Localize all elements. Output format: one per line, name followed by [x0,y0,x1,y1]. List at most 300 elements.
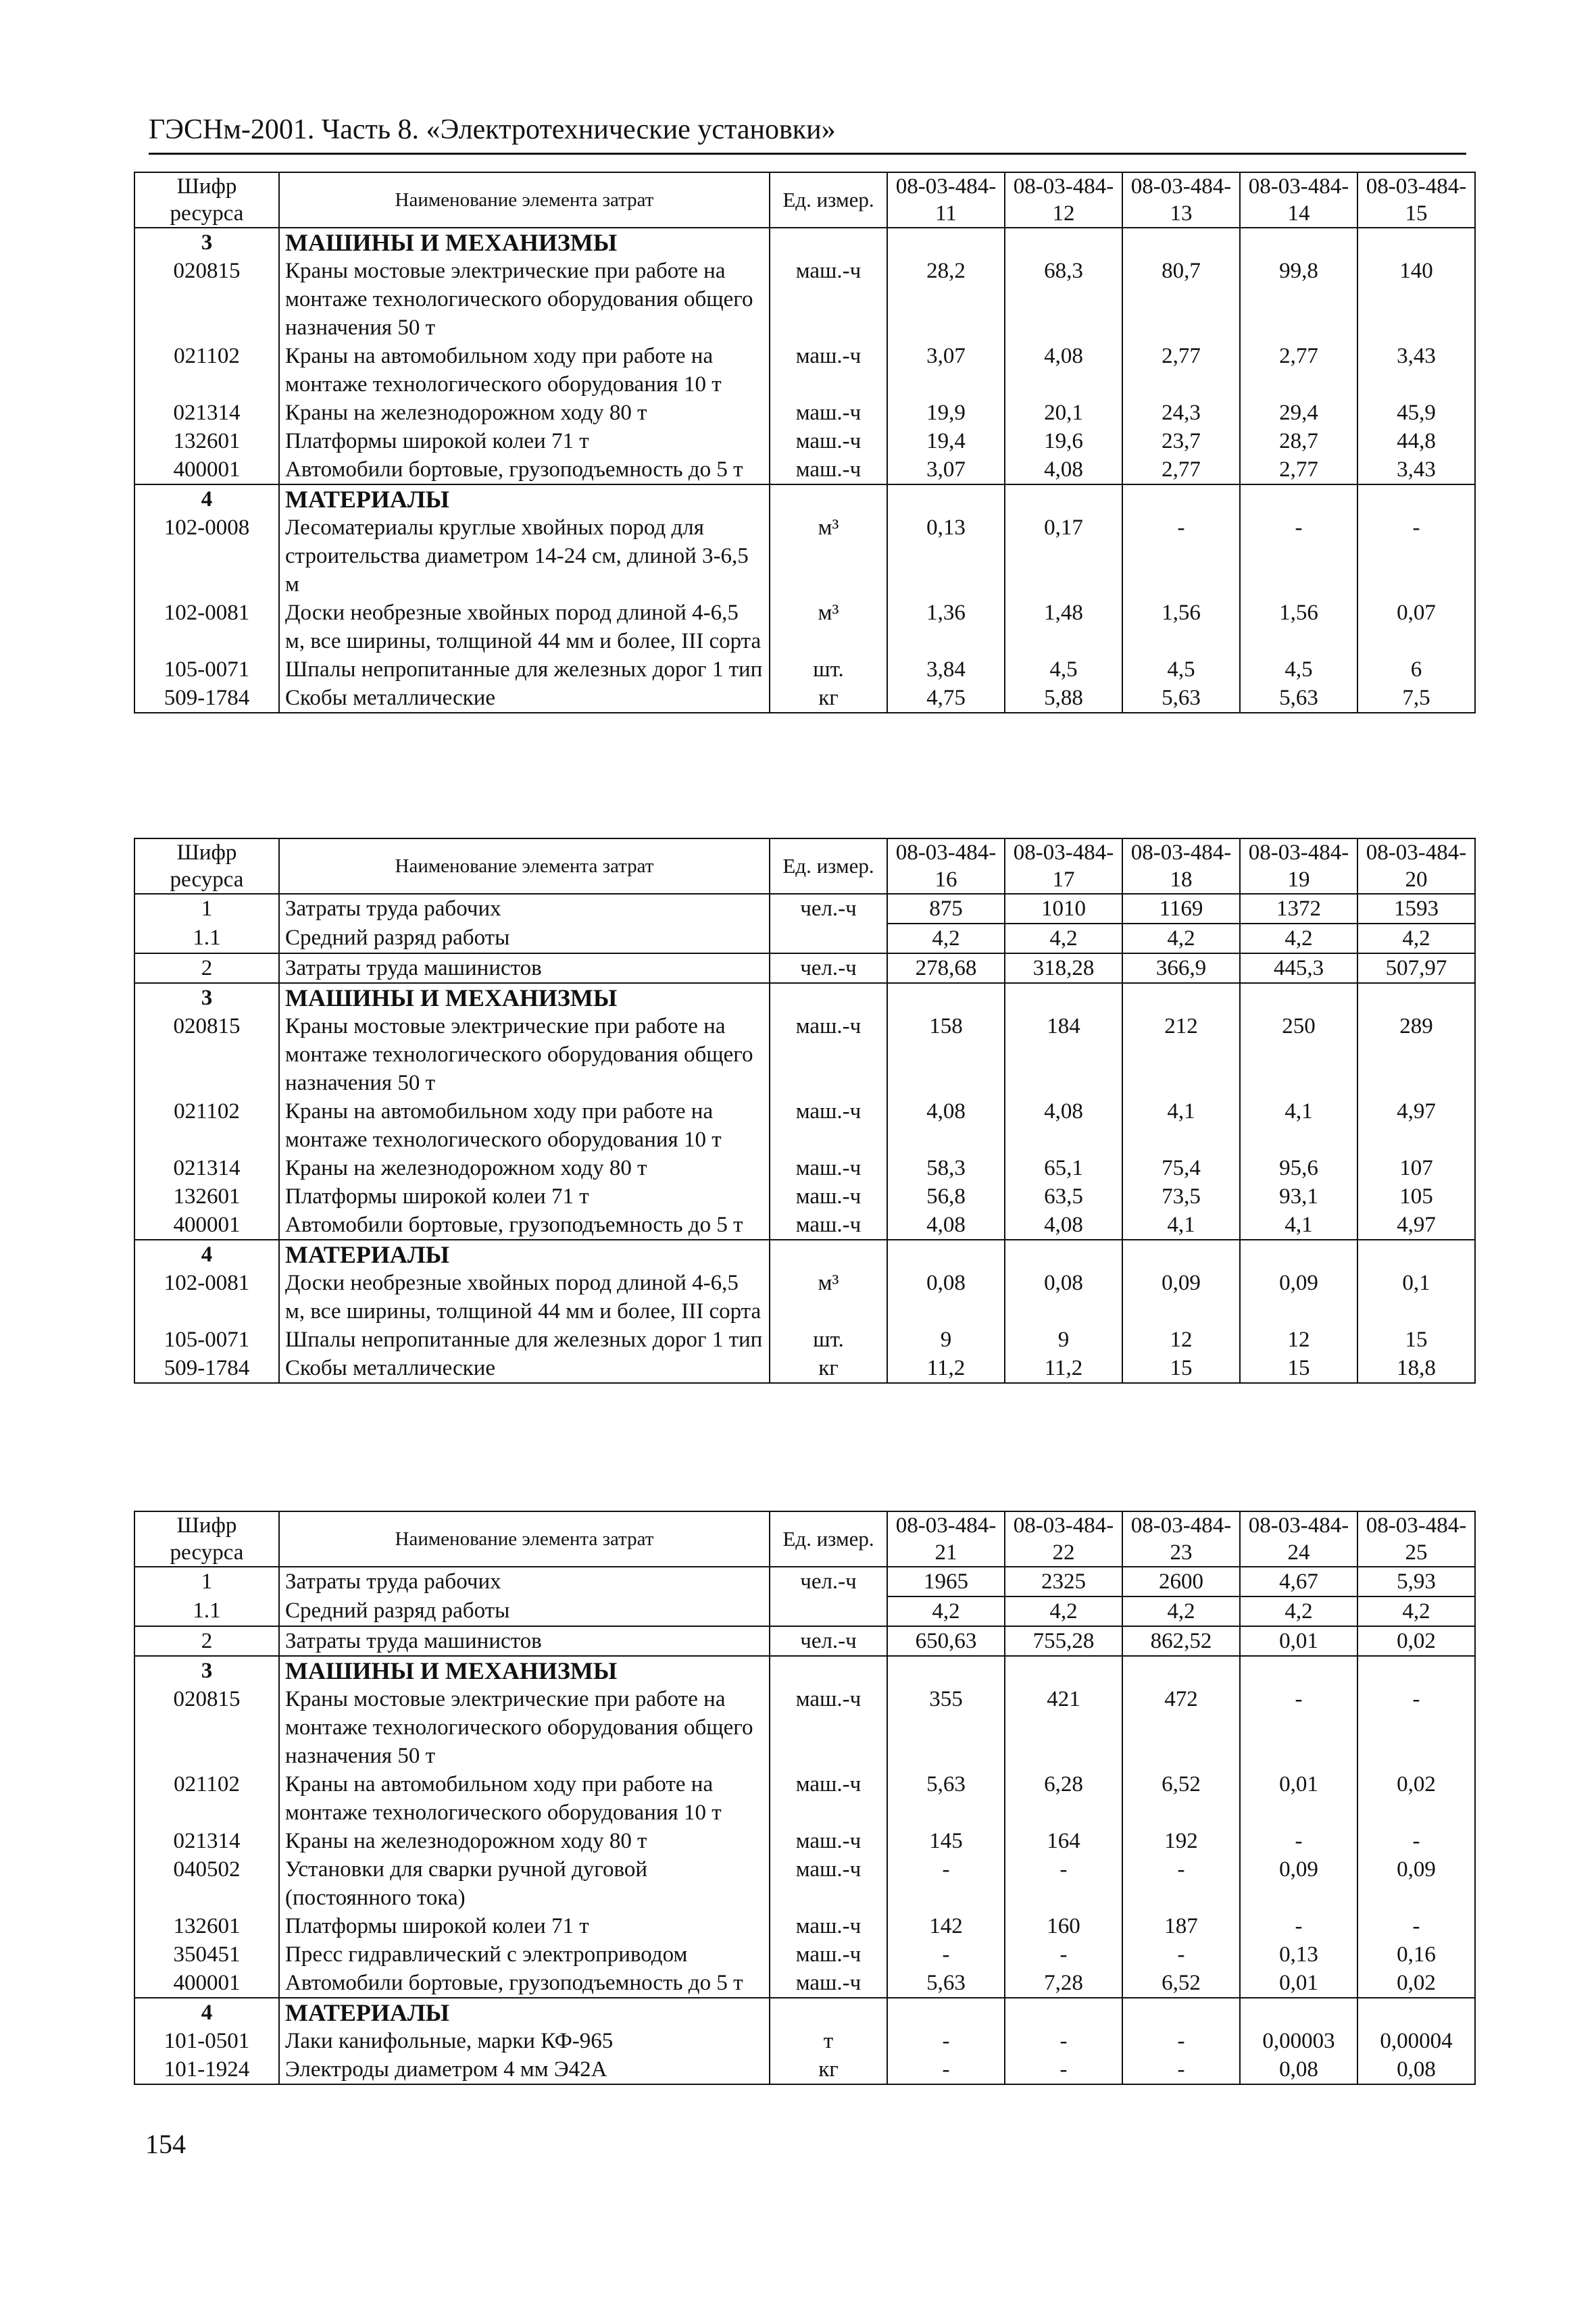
value-cell: 23,7 [1122,427,1240,455]
value-cell: 2,77 [1122,342,1240,399]
value-cell: 0,08 [1357,2055,1475,2084]
value-cell: 0,13 [887,513,1005,599]
column-header-name: Наименование элемента затрат [279,172,770,228]
value-cell [1122,1998,1240,2027]
value-cell: 164 [1005,1827,1122,1855]
resource-code: 105-0071 [134,655,279,684]
table-row [134,1211,1475,1240]
value-cell: 212 [1122,1012,1240,1097]
section-title: МАШИНЫ И МЕХАНИЗМЫ [279,1656,770,1685]
value-cell: 4,2 [887,1596,1005,1626]
header-row [134,1511,1475,1567]
value-cell: 318,28 [1005,953,1122,983]
value-cell [1240,484,1357,513]
value-cell: 3,84 [887,655,1005,684]
resource-code: 021314 [134,1154,279,1182]
table-row [134,1969,1475,1998]
page-number: 154 [145,2129,186,2159]
unit-cell: маш.-ч [770,257,887,342]
value-cell: 187 [1122,1912,1240,1940]
column-header-norm: 08-03-484-16 [887,838,1005,894]
column-header-name: Наименование элемента затрат [279,1511,770,1567]
value-cell: - [1240,513,1357,599]
resource-code: 101-1924 [134,2055,279,2084]
header-row [134,838,1475,894]
table-row [134,1326,1475,1354]
resource-code: 4 [134,484,279,513]
value-cell: 1,48 [1005,599,1122,655]
resource-code: 400001 [134,455,279,484]
value-cell: 5,63 [1122,684,1240,713]
value-cell [1005,484,1122,513]
norm-table-3 [134,1511,1476,2085]
unit-cell: чел.-ч [770,1626,887,1656]
value-cell: 4,08 [1005,342,1122,399]
resource-code: 021314 [134,399,279,427]
column-header-unit: Ед. измер. [770,1511,887,1567]
value-cell: - [887,2027,1005,2055]
resource-name: Автомобили бортовые, грузоподъемность до 5 т [279,1969,770,1998]
value-cell: 1372 [1240,894,1357,924]
value-cell: 0,08 [887,1269,1005,1326]
resource-name: Краны на автомобильном ходу при работе на монтаже технологического оборудования 10 т [279,342,770,399]
value-cell: 4,5 [1240,655,1357,684]
resource-name: Затраты труда рабочих [279,894,770,924]
value-cell: 63,5 [1005,1182,1122,1211]
resource-code: 350451 [134,1940,279,1969]
value-cell: - [1005,1940,1122,1969]
value-cell: - [1357,1827,1475,1855]
column-header-norm: 08-03-484-25 [1357,1511,1475,1567]
norm-table-2 [134,838,1476,1384]
resource-name: Краны мостовые электрические при работе на монтаже технологического оборудования общего назначения 50 т [279,257,770,342]
section-row [134,1998,1475,2027]
value-cell: 4,2 [1357,1596,1475,1626]
value-cell: 3,43 [1357,342,1475,399]
section-row [134,1240,1475,1269]
unit-cell: кг [770,684,887,713]
unit-cell [770,983,887,1012]
unit-cell [770,1998,887,2027]
value-cell: 28,7 [1240,427,1357,455]
table-row [134,1182,1475,1211]
value-cell [1005,1240,1122,1269]
value-cell: 0,01 [1240,1969,1357,1998]
column-header-norm: 08-03-484-18 [1122,838,1240,894]
value-cell: 0,09 [1240,1855,1357,1912]
table-body [134,894,1475,1383]
column-header-norm: 08-03-484-14 [1240,172,1357,228]
unit-cell: маш.-ч [770,455,887,484]
column-header-norm: 08-03-484-21 [887,1511,1005,1567]
value-cell [1005,1656,1122,1685]
value-cell [1357,983,1475,1012]
table-header [134,172,1475,228]
resource-name: Платформы широкой колеи 71 т [279,427,770,455]
value-cell: - [1240,1685,1357,1770]
value-cell: 755,28 [1005,1626,1122,1656]
value-cell: 3,43 [1357,455,1475,484]
value-cell: 12 [1240,1326,1357,1354]
table-row [134,1940,1475,1969]
value-cell: 29,4 [1240,399,1357,427]
unit-cell [770,1656,887,1685]
value-cell: 6,52 [1122,1770,1240,1827]
unit-cell: маш.-ч [770,399,887,427]
value-cell: 28,2 [887,257,1005,342]
value-cell: 4,5 [1122,655,1240,684]
resource-code: 132601 [134,1182,279,1211]
value-cell: - [1005,1855,1122,1912]
value-cell: 105 [1357,1182,1475,1211]
unit-cell: чел.-ч [770,1567,887,1596]
column-header-norm: 08-03-484-11 [887,172,1005,228]
page-header: ГЭСНм-2001. Часть 8. «Электротехнические установки» [149,114,1466,155]
column-header-norm: 08-03-484-22 [1005,1511,1122,1567]
value-cell: 4,2 [1240,1596,1357,1626]
value-cell [1122,484,1240,513]
resource-name: Автомобили бортовые, грузоподъемность до 5 т [279,455,770,484]
table-body [134,1567,1475,2084]
value-cell: 0,17 [1005,513,1122,599]
resource-name: Краны на железнодорожном ходу 80 т [279,1827,770,1855]
resource-code: 3 [134,228,279,257]
table-row [134,257,1475,342]
value-cell: 9 [887,1326,1005,1354]
resource-name: Затраты труда машинистов [279,953,770,983]
value-cell: - [1005,2027,1122,2055]
value-cell: 1593 [1357,894,1475,924]
resource-name: Средний разряд работы [279,1596,770,1626]
unit-cell: маш.-ч [770,1969,887,1998]
value-cell [887,1240,1005,1269]
value-cell: 875 [887,894,1005,924]
value-cell [1240,228,1357,257]
value-cell: 12 [1122,1326,1240,1354]
column-header-code: Шифр ресурса [134,838,279,894]
table-header [134,1511,1475,1567]
resource-code: 102-0008 [134,513,279,599]
value-cell: 7,5 [1357,684,1475,713]
value-cell [1005,983,1122,1012]
resource-code: 021102 [134,342,279,399]
value-cell: 5,93 [1357,1567,1475,1596]
unit-cell: маш.-ч [770,1855,887,1912]
table-row [134,1354,1475,1383]
section-row [134,228,1475,257]
value-cell: 2,77 [1122,455,1240,484]
value-cell [1122,1656,1240,1685]
value-cell: 9 [1005,1326,1122,1354]
unit-cell: чел.-ч [770,894,887,924]
column-header-norm: 08-03-484-15 [1357,172,1475,228]
value-cell: - [1122,2055,1240,2084]
resource-code: 102-0081 [134,599,279,655]
value-cell: 0,09 [1357,1855,1475,1912]
resource-name: Затраты труда рабочих [279,1567,770,1596]
resource-name: Краны на автомобильном ходу при работе на монтаже технологического оборудования 10 т [279,1770,770,1827]
resource-name: Краны на железнодорожном ходу 80 т [279,1154,770,1182]
value-cell: 15 [1240,1354,1357,1383]
value-cell [887,1656,1005,1685]
table-row [134,513,1475,599]
resource-name: Электроды диаметром 4 мм Э42А [279,2055,770,2084]
value-cell: 5,63 [1240,684,1357,713]
value-cell: 1,56 [1122,599,1240,655]
value-cell: 4,5 [1005,655,1122,684]
value-cell: - [1357,1912,1475,1940]
value-cell: - [1240,1827,1357,1855]
column-header-unit: Ед. измер. [770,172,887,228]
unit-cell [770,484,887,513]
value-cell: 4,1 [1122,1097,1240,1154]
table-header [134,838,1475,894]
resource-code: 3 [134,983,279,1012]
value-cell: - [1240,1912,1357,1940]
unit-cell [770,1240,887,1269]
value-cell: 4,2 [1005,924,1122,953]
value-cell: 140 [1357,257,1475,342]
resource-name: Краны мостовые электрические при работе на монтаже технологического оборудования общего назначения 50 т [279,1012,770,1097]
value-cell: 4,75 [887,684,1005,713]
value-cell: - [1122,2027,1240,2055]
value-cell: 2,77 [1240,342,1357,399]
value-cell: - [1122,1940,1240,1969]
value-cell: 0,08 [1240,2055,1357,2084]
value-cell: 4,08 [1005,1211,1122,1240]
resource-code: 021102 [134,1770,279,1827]
value-cell: 93,1 [1240,1182,1357,1211]
value-cell: 158 [887,1012,1005,1097]
table-row [134,1154,1475,1182]
value-cell: 11,2 [887,1354,1005,1383]
value-cell: 0,02 [1357,1626,1475,1656]
value-cell: 19,9 [887,399,1005,427]
table-body [134,228,1475,713]
value-cell: 472 [1122,1685,1240,1770]
unit-cell: маш.-ч [770,1940,887,1969]
value-cell [1122,228,1240,257]
value-cell: 4,2 [1005,1596,1122,1626]
value-cell [1357,228,1475,257]
column-header-norm: 08-03-484-13 [1122,172,1240,228]
table-row [134,924,1475,953]
resource-code: 020815 [134,1685,279,1770]
resource-code: 105-0071 [134,1326,279,1354]
resource-name: Пресс гидравлический с электроприводом [279,1940,770,1969]
value-cell: 0,00003 [1240,2027,1357,2055]
value-cell: 4,2 [1357,924,1475,953]
resource-name: Установки для сварки ручной дуговой (постоянного тока) [279,1855,770,1912]
value-cell: 18,8 [1357,1354,1475,1383]
value-cell: 5,88 [1005,684,1122,713]
resource-code: 132601 [134,427,279,455]
unit-cell: м³ [770,599,887,655]
value-cell: 4,1 [1122,1211,1240,1240]
value-cell: 0,09 [1122,1269,1240,1326]
value-cell: 56,8 [887,1182,1005,1211]
column-header-norm: 08-03-484-17 [1005,838,1122,894]
value-cell: 0,01 [1240,1626,1357,1656]
column-header-name: Наименование элемента затрат [279,838,770,894]
value-cell: 5,63 [887,1969,1005,1998]
value-cell: - [887,2055,1005,2084]
value-cell: 0,02 [1357,1770,1475,1827]
value-cell: 0,07 [1357,599,1475,655]
unit-cell: кг [770,2055,887,2084]
unit-cell: маш.-ч [770,1912,887,1940]
resource-code: 4 [134,1998,279,2027]
value-cell: 1169 [1122,894,1240,924]
value-cell: 58,3 [887,1154,1005,1182]
value-cell: 4,2 [1122,924,1240,953]
resource-name: Скобы металлические [279,1354,770,1383]
section-title: МАШИНЫ И МЕХАНИЗМЫ [279,983,770,1012]
value-cell: 0,16 [1357,1940,1475,1969]
table-row [134,342,1475,399]
column-header-unit: Ед. измер. [770,838,887,894]
value-cell: 4,1 [1240,1211,1357,1240]
resource-code: 2 [134,1626,279,1656]
resource-code: 1 [134,894,279,924]
table-row [134,1912,1475,1940]
value-cell: 44,8 [1357,427,1475,455]
unit-cell: маш.-ч [770,1012,887,1097]
value-cell: 0,02 [1357,1969,1475,1998]
resource-code: 3 [134,1656,279,1685]
value-cell: 4,67 [1240,1567,1357,1596]
value-cell: 65,1 [1005,1154,1122,1182]
column-header-code: Шифр ресурса [134,1511,279,1567]
section-row [134,484,1475,513]
value-cell: 99,8 [1240,257,1357,342]
unit-cell: маш.-ч [770,342,887,399]
unit-cell: маш.-ч [770,1685,887,1770]
table-row [134,1855,1475,1912]
resource-name: Краны на железнодорожном ходу 80 т [279,399,770,427]
value-cell: - [1357,513,1475,599]
value-cell: - [1122,1855,1240,1912]
value-cell: 160 [1005,1912,1122,1940]
table-row [134,1626,1475,1656]
value-cell: - [1122,513,1240,599]
value-cell: 1965 [887,1567,1005,1596]
value-cell: 24,3 [1122,399,1240,427]
value-cell: 1010 [1005,894,1122,924]
value-cell [1240,1998,1357,2027]
unit-cell: м³ [770,1269,887,1326]
resource-code: 1.1 [134,1596,279,1626]
table-row [134,953,1475,983]
resource-code: 1.1 [134,924,279,953]
value-cell: 15 [1122,1354,1240,1383]
value-cell [887,983,1005,1012]
resource-code: 400001 [134,1969,279,1998]
value-cell: 73,5 [1122,1182,1240,1211]
value-cell: 19,6 [1005,427,1122,455]
value-cell: 19,4 [887,427,1005,455]
section-title: МАТЕРИАЛЫ [279,1998,770,2027]
value-cell: 4,08 [1005,1097,1122,1154]
value-cell: 5,63 [887,1770,1005,1827]
unit-cell: т [770,2027,887,2055]
header-row [134,172,1475,228]
value-cell [1005,228,1122,257]
column-header-norm: 08-03-484-24 [1240,1511,1357,1567]
value-cell: 142 [887,1912,1005,1940]
value-cell: 0,13 [1240,1940,1357,1969]
table-row [134,655,1475,684]
resource-name: Платформы широкой колеи 71 т [279,1182,770,1211]
value-cell: 4,97 [1357,1211,1475,1240]
value-cell: 0,00004 [1357,2027,1475,2055]
value-cell: 6,52 [1122,1969,1240,1998]
column-header-code: Шифр ресурса [134,172,279,228]
value-cell: 75,4 [1122,1154,1240,1182]
resource-code: 400001 [134,1211,279,1240]
value-cell: 2600 [1122,1567,1240,1596]
resource-code: 101-0501 [134,2027,279,2055]
value-cell: 80,7 [1122,257,1240,342]
value-cell: - [1005,2055,1122,2084]
column-header-norm: 08-03-484-20 [1357,838,1475,894]
resource-code: 040502 [134,1855,279,1912]
value-cell: 3,07 [887,455,1005,484]
table-row [134,684,1475,713]
resource-name: Платформы широкой колеи 71 т [279,1912,770,1940]
resource-name: Лесоматериалы круглые хвойных пород для строительства диаметром 14-24 см, длиной 3-6,5 м [279,513,770,599]
unit-cell: маш.-ч [770,1770,887,1827]
resource-name: Средний разряд работы [279,924,770,953]
value-cell: 0,1 [1357,1269,1475,1326]
value-cell [1005,1998,1122,2027]
table-row [134,1269,1475,1326]
value-cell [1357,484,1475,513]
table-row [134,599,1475,655]
value-cell: 862,52 [1122,1626,1240,1656]
resource-name: Автомобили бортовые, грузоподъемность до 5 т [279,1211,770,1240]
value-cell [887,228,1005,257]
table-row [134,894,1475,924]
table-row [134,1770,1475,1827]
value-cell: 4,2 [887,924,1005,953]
table-row [134,1567,1475,1596]
value-cell: - [887,1940,1005,1969]
norm-table-1 [134,172,1476,713]
value-cell: 6,28 [1005,1770,1122,1827]
value-cell: - [887,1855,1005,1912]
resource-code: 509-1784 [134,684,279,713]
resource-code: 021102 [134,1097,279,1154]
resource-name: Доски необрезные хвойных пород длиной 4-6,5 м, все ширины, толщиной 44 мм и более, III сорта [279,1269,770,1326]
unit-cell: маш.-ч [770,1097,887,1154]
section-title: МАТЕРИАЛЫ [279,1240,770,1269]
value-cell: 445,3 [1240,953,1357,983]
unit-cell: маш.-ч [770,1827,887,1855]
value-cell: 45,9 [1357,399,1475,427]
value-cell [1122,983,1240,1012]
value-cell [1240,1656,1357,1685]
value-cell: 289 [1357,1012,1475,1097]
resource-code: 021314 [134,1827,279,1855]
column-header-norm: 08-03-484-19 [1240,838,1357,894]
value-cell [887,1998,1005,2027]
section-title: МАШИНЫ И МЕХАНИЗМЫ [279,228,770,257]
value-cell: 421 [1005,1685,1122,1770]
value-cell: 1,56 [1240,599,1357,655]
table-row [134,1827,1475,1855]
resource-name: Доски необрезные хвойных пород длиной 4-6,5 м, все ширины, толщиной 44 мм и более, III сорта [279,599,770,655]
